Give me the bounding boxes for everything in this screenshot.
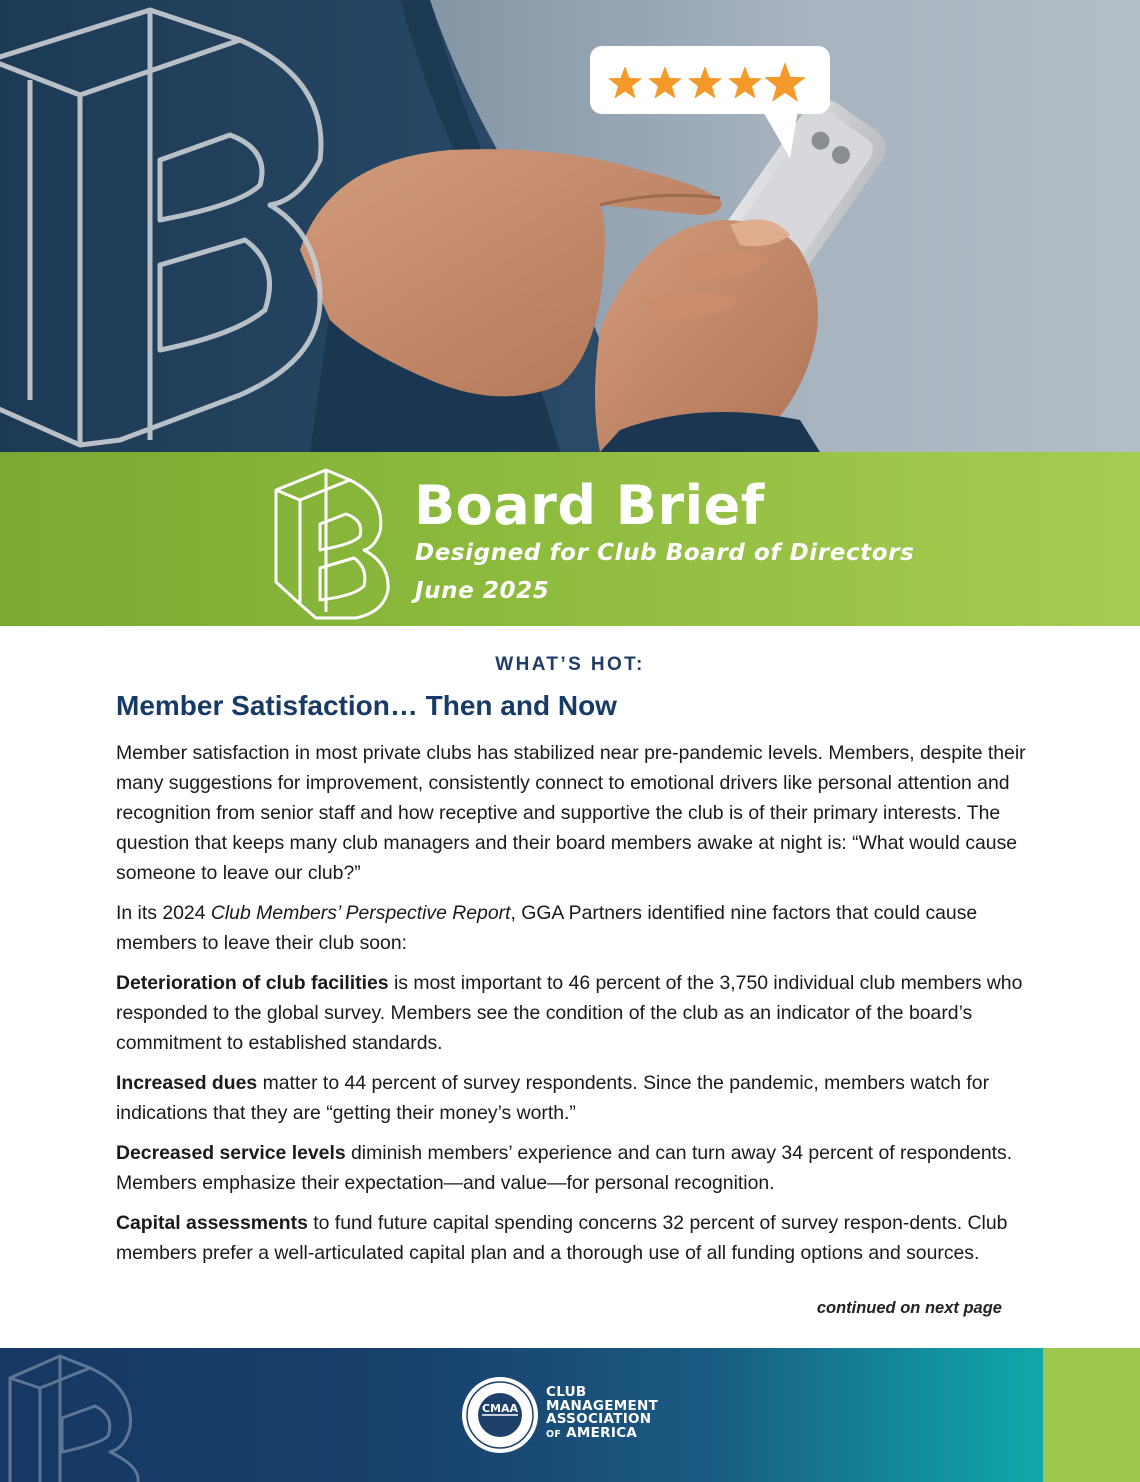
seal-text: CMAA [481, 1402, 519, 1415]
factor-term: Increased dues [116, 1072, 258, 1094]
report-title: Club Members’ Perspective Report [210, 902, 511, 924]
organization-name: CLUB MANAGEMENT ASSOCIATION OF AMERICA [546, 1384, 659, 1441]
hero-image [0, 0, 1140, 452]
publication-date: June 2025 [415, 578, 550, 604]
article-title: Member Satisfaction… Then and Now [116, 690, 617, 721]
footer-b-outline-icon [0, 1348, 160, 1482]
cmaa-seal-icon [460, 1375, 540, 1455]
section-label: WHAT’S HOT: [495, 654, 645, 675]
factor-paragraph: Decreased service levels diminish members’ experience and can turn away 34 percent of respondents. Members emphasize their expectation—and value—for personal recognition. [116, 1142, 1013, 1194]
factor-paragraph: Increased dues matter to 44 percent of survey respondents. Since the pandemic, members watch for indications that they are “getting their money’s worth.” [116, 1072, 990, 1124]
factor-term: Decreased service levels [116, 1142, 346, 1164]
publication-subtitle: Designed for Club Board of Directors [415, 540, 915, 566]
factor-term: Capital assessments [116, 1212, 308, 1234]
footer-accent-strip [1043, 1348, 1140, 1482]
factor-term: Deterioration of club facilities [116, 972, 389, 994]
hero-illustration [0, 0, 1140, 452]
factor-paragraph: Capital assessments to fund future capital spending concerns 32 percent of survey respon-dents. Club members prefer a well-articulated capital plan and a thorough use of all funding options and sources. [116, 1212, 1008, 1264]
intro-paragraph: Member satisfaction in most private clubs has stabilized near pre-pandemic levels. Members, despite their many suggestions for improvement, consistently connect to emotional drivers like personal attention and recognition from senior staff and how receptive and supportive the club is of their primary interests. The question that keeps many club managers and their board members awake at night is: “What would cause someone to leave our club?” [116, 742, 1026, 884]
publication-title: Board Brief [414, 474, 765, 537]
continued-note: continued on next page [816, 1299, 1002, 1317]
factor-paragraph: Deterioration of club facilities is most important to 46 percent of the 3,750 individual club members who responded to the global survey. Members see the condition of the club as an indicator of the board’s commitment to established standards. [116, 972, 1023, 1054]
board-brief-logo-icon [268, 462, 398, 622]
report-paragraph: In its 2024 Club Members’ Perspective Report, GGA Partners identified nine factors that could cause members to leave their club soon: [116, 902, 978, 954]
article-body [116, 738, 1030, 1278]
